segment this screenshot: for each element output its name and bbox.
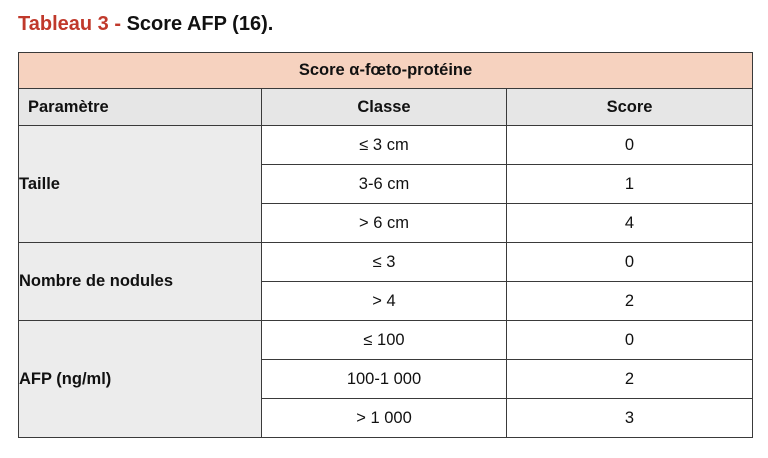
column-header-parametre: Paramètre	[19, 89, 262, 126]
score-cell: 0	[507, 321, 753, 360]
afp-score-table	[18, 52, 753, 438]
classe-cell: > 1 000	[262, 399, 507, 438]
score-cell: 3	[507, 399, 753, 438]
caption-title: Score AFP (16).	[126, 13, 274, 35]
parameter-cell-nombre-de-nodules: Nombre de nodules	[19, 243, 262, 321]
classe-cell: ≤ 3 cm	[262, 126, 507, 165]
score-cell: 2	[507, 360, 753, 399]
classe-cell: > 4	[262, 282, 507, 321]
parameter-cell-taille: Taille	[19, 126, 262, 243]
classe-cell: ≤ 3	[262, 243, 507, 282]
table-heading-row	[19, 53, 753, 89]
score-cell: 4	[507, 204, 753, 243]
score-cell: 2	[507, 282, 753, 321]
caption-prefix: Tableau 3 -	[18, 13, 121, 35]
parameter-cell-afp: AFP (ng/ml)	[19, 321, 262, 438]
classe-cell: 100-1 000	[262, 360, 507, 399]
column-header-classe: Classe	[262, 89, 507, 126]
score-cell: 0	[507, 126, 753, 165]
classe-cell: ≤ 100	[262, 321, 507, 360]
table-row	[19, 243, 753, 282]
column-header-score: Score	[507, 89, 753, 126]
classe-cell: > 6 cm	[262, 204, 507, 243]
table-row	[19, 126, 753, 165]
score-cell: 1	[507, 165, 753, 204]
table-heading: Score α-fœto-protéine	[19, 53, 753, 89]
column-header-row	[19, 89, 753, 126]
classe-cell: 3-6 cm	[262, 165, 507, 204]
table-row	[19, 321, 753, 360]
score-cell: 0	[507, 243, 753, 282]
table-caption	[18, 10, 273, 38]
